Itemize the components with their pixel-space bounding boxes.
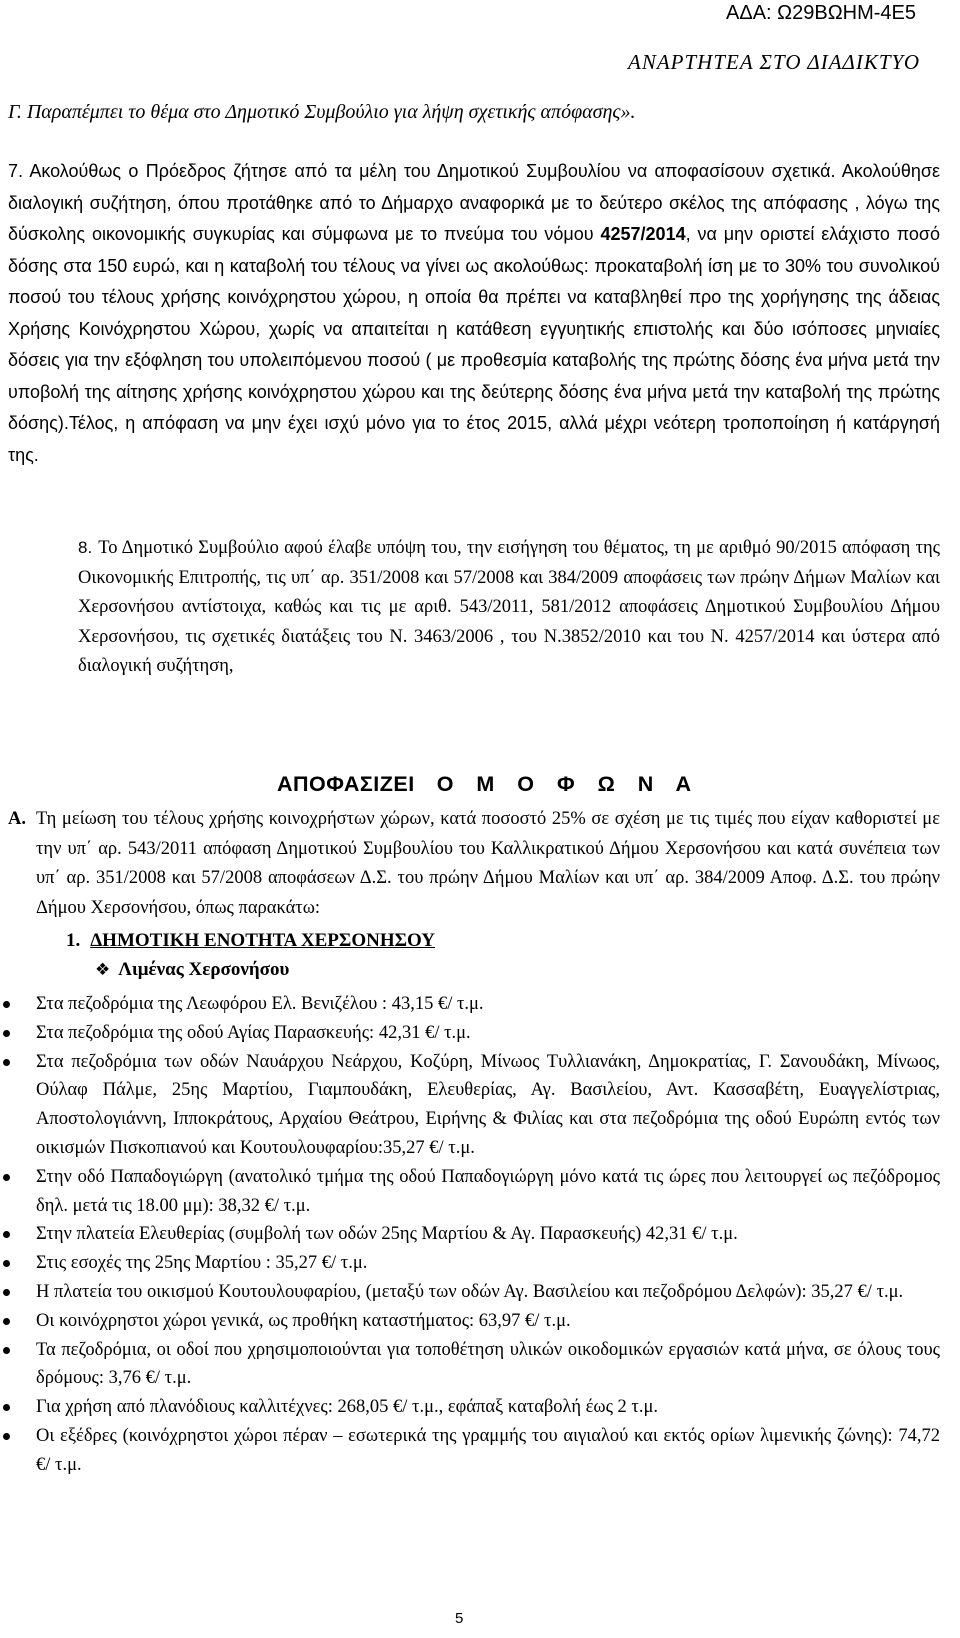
list-item xyxy=(0,990,960,1019)
bullet-icon xyxy=(3,1174,10,1181)
section-a-label: Α. xyxy=(8,809,26,829)
decision-word: ΑΠΟΦΑΣΙΖΕΙ xyxy=(277,772,415,796)
list-item xyxy=(0,1278,960,1307)
list-item-text: Τα πεζοδρόμια, οι οδοί που χρησιμοποιούνται για τοποθέτηση υλικών οικοδομικών εργασιών κατά μήνα, σε όλους τους δρόμους: 3,76 €/ τ.μ. xyxy=(36,1339,940,1389)
list-item xyxy=(0,1249,960,1278)
list-item xyxy=(0,1336,960,1394)
paragraph-7-text-b: , να μην οριστεί ελάχιστο ποσό δόσης στα 150 ευρώ, και η καταβολή του τέλους να γίνει ως ακολούθως: προκαταβολή ίση με το 30% του συνολικού ποσού του τέλους χρήσης κοινόχρηστου χώρου, η οποία θα πρέπει να καταβληθεί προ της χορήγησης της άδειας Χρήσης Κοινόχρηστου Χώρου, χωρίς να απαιτείται η κατάθεση εγγυητικής επιστολής και δύο ισόποσες μηνιαίες δόσεις για την εξόφληση του υπολειπόμενου ποσού ( με προθεσμία καταβολής της πρώτης δόσης ένα μήνα μετά την υποβολή της αίτησης χρήσης κοινόχρηστου χώρου και της δεύτερης δόσης ένα μήνα μετά την καταβολή της πρώτης δόσης).Τέλος, η απόφαση να μην έχει ισχύ μόνο για το έτος 2015, αλλά μέχρι νεότερη τροποποίηση ή κατάργησή της. xyxy=(8,224,940,465)
page-number: 5 xyxy=(455,1610,464,1627)
section-1-number: 1. xyxy=(66,930,81,951)
paragraph-7-text-a: 7. Ακολούθως ο Πρόεδρος ζήτησε από τα μέλη του Δημοτικού Συμβουλίου να αποφασίσουν σχετικά. Ακολούθησε διαλογική συζήτηση, όπου προτάθηκε από το Δήμαρχο αναφορικά με το δεύτερο σκέλος της απόφασης , λόγω της δύσκολης οικονομικής συγκυρίας και σύμφωνα με το πνεύμα του νόμου xyxy=(8,161,940,244)
list-item xyxy=(0,1393,960,1422)
list-item-text: Για χρήση από πλανόδιους καλλιτέχνες: 268,05 €/ τ.μ., εφάπαξ καταβολή έως 2 τ.μ. xyxy=(36,1397,659,1418)
list-item xyxy=(0,1307,960,1336)
subsection-heading xyxy=(95,959,289,981)
fee-list xyxy=(0,990,960,1480)
list-item-text: Στην πλατεία Ελευθερίας (συμβολή των οδών 25ης Μαρτίου & Αγ. Παρασκευής) 42,31 €/ τ.μ. xyxy=(36,1224,738,1245)
list-item-text: Στις εσοχές της 25ης Μαρτίου : 35,27 €/ τ.μ. xyxy=(36,1253,368,1274)
paragraph-8-number: 8. xyxy=(78,538,93,557)
bullet-icon xyxy=(3,1404,10,1411)
bullet-icon xyxy=(3,1231,10,1238)
list-item xyxy=(0,1163,960,1221)
list-item xyxy=(0,1220,960,1249)
list-item xyxy=(0,1422,960,1480)
unanimous-word: Ο Μ Ο Φ Ω Ν Α xyxy=(436,772,692,796)
bullet-icon xyxy=(3,1030,10,1037)
list-item-text: Οι εξέδρες (κοινόχρηστοι χώροι πέραν – εσωτερικά της γραμμής του αιγιαλού και εκτός ορίων λιμενικής ζώνης): 74,72 €/ τ.μ. xyxy=(36,1425,940,1475)
section-1-title: ΔΗΜΟΤΙΚΗ ΕΝΟΤΗΤΑ ΧΕΡΣΟΝΗΣΟΥ xyxy=(90,930,436,951)
bullet-icon xyxy=(3,1059,10,1066)
ada-code: ΑΔΑ: Ω29ΒΩΗΜ-4Ε5 xyxy=(726,2,916,24)
list-item xyxy=(0,1019,960,1048)
diamond-bullet-icon: ❖ xyxy=(95,960,111,980)
subsection-title: Λιμένας Χερσονήσου xyxy=(118,959,290,980)
decision-heading xyxy=(277,772,692,797)
bullet-icon xyxy=(3,1433,10,1440)
section-a-text: Τη μείωση του τέλους χρήσης κοινοχρήστων χώρων, κατά ποσοστό 25% σε σχέση με τις τιμές που είχαν καθοριστεί με την υπ΄ αρ. 543/2011 απόφαση Δημοτικού Συμβουλίου του Καλλικρατικού Δήμου Χερσονήσου και κατά συνέπεια των υπ΄ αρ. 351/2008 και 57/2008 αποφάσεων Δ.Σ. του πρώην Δήμου Μαλίων και υπ΄ αρ. 384/2009 Αποφ. Δ.Σ. του πρώην Δήμου Χερσονήσου, όπως παρακάτω: xyxy=(36,809,940,918)
list-item-text: Στην οδό Παπαδογιώργη (ανατολικό τμήμα της οδού Παπαδογιώργη μόνο κατά τις ώρες που λειτουργεί ως πεζόδρομος δηλ. μετά τις 18.00 μμ): 38,32 €/ τ.μ. xyxy=(36,1166,940,1216)
bullet-icon xyxy=(3,1260,10,1267)
bullet-icon xyxy=(3,1347,10,1354)
bullet-icon xyxy=(3,1001,10,1008)
section-a xyxy=(8,805,940,923)
list-item-text: Στα πεζοδρόμια της Λεωφόρου Ελ. Βενιζέλου : 43,15 €/ τ.μ. xyxy=(36,994,484,1014)
list-item-text: Η πλατεία του οικισμού Κουτουλουφαρίου, (μεταξύ των οδών Αγ. Βασιλείου και πεζοδρόμου Δελφών): 35,27 €/ τ.μ. xyxy=(36,1281,904,1302)
posting-notice: ΑΝΑΡΤΗΤΕΑ ΣΤΟ ΔΙΑΔΙΚΤΥΟ xyxy=(628,50,920,74)
intro-line: Γ. Παραπέμπει το θέμα στο Δημοτικό Συμβούλιο για λήψη σχετικής απόφασης». xyxy=(8,101,636,123)
paragraph-8 xyxy=(8,533,940,682)
list-item-text: Στα πεζοδρόμια της οδού Αγίας Παρασκευής: 42,31 €/ τ.μ. xyxy=(36,1022,471,1043)
paragraph-8-text: Το Δημοτικό Συμβούλιο αφού έλαβε υπόψη του, την εισήγηση του θέματος, τη με αριθμό 90/2015 απόφαση της Οικονομικής Επιτροπής, τις υπ΄ αρ. 351/2008 και 57/2008 και 384/2009 αποφάσεις των πρώην Δήμων Μαλίων και Χερσονήσου αντίστοιχα, καθώς και τις με αριθ. 543/2011, 581/2012 αποφάσεις Δημοτικού Συμβουλίου Δήμου Χερσονήσου, τις σχετικές διατάξεις του Ν. 3463/2006 , του Ν.3852/2010 και του Ν. 4257/2014 και ύστερα από διαλογική συζήτηση, xyxy=(78,538,940,676)
list-item-text: Οι κοινόχρηστοι χώροι γενικά, ως προθήκη καταστήματος: 63,97 €/ τ.μ. xyxy=(36,1310,571,1331)
list-item xyxy=(0,1048,960,1163)
list-item-text: Στα πεζοδρόμια των οδών Ναυάρχου Νεάρχου, Κοζύρη, Μίνωος Τυλλιανάκη, Δημοκρατίας, Γ. Σανουδάκη, Μίνωος, Ούλαφ Πάλμε, 25ης Μαρτίου, Γιαμπουδάκη, Ελευθερίας, Αγ. Βασιλείου, Αντ. Κασσαβέτη, Ευαγγελίστριας, Αποστολογιάννη, Ιπποκράτους, Αρχαίου Θεάτρου, Ειρήνης & Φιλίας και στα πεζοδρόμια της οδού Ευρώπη εντός των οικισμών Πισκοπιανού και Κουτουλουφαρίου:35,27 €/ τ.μ. xyxy=(36,1051,940,1158)
law-number: 4257/2014 xyxy=(600,224,686,244)
section-1-heading xyxy=(66,930,435,952)
paragraph-7 xyxy=(8,156,940,471)
bullet-icon xyxy=(3,1318,10,1325)
bullet-icon xyxy=(3,1289,10,1296)
